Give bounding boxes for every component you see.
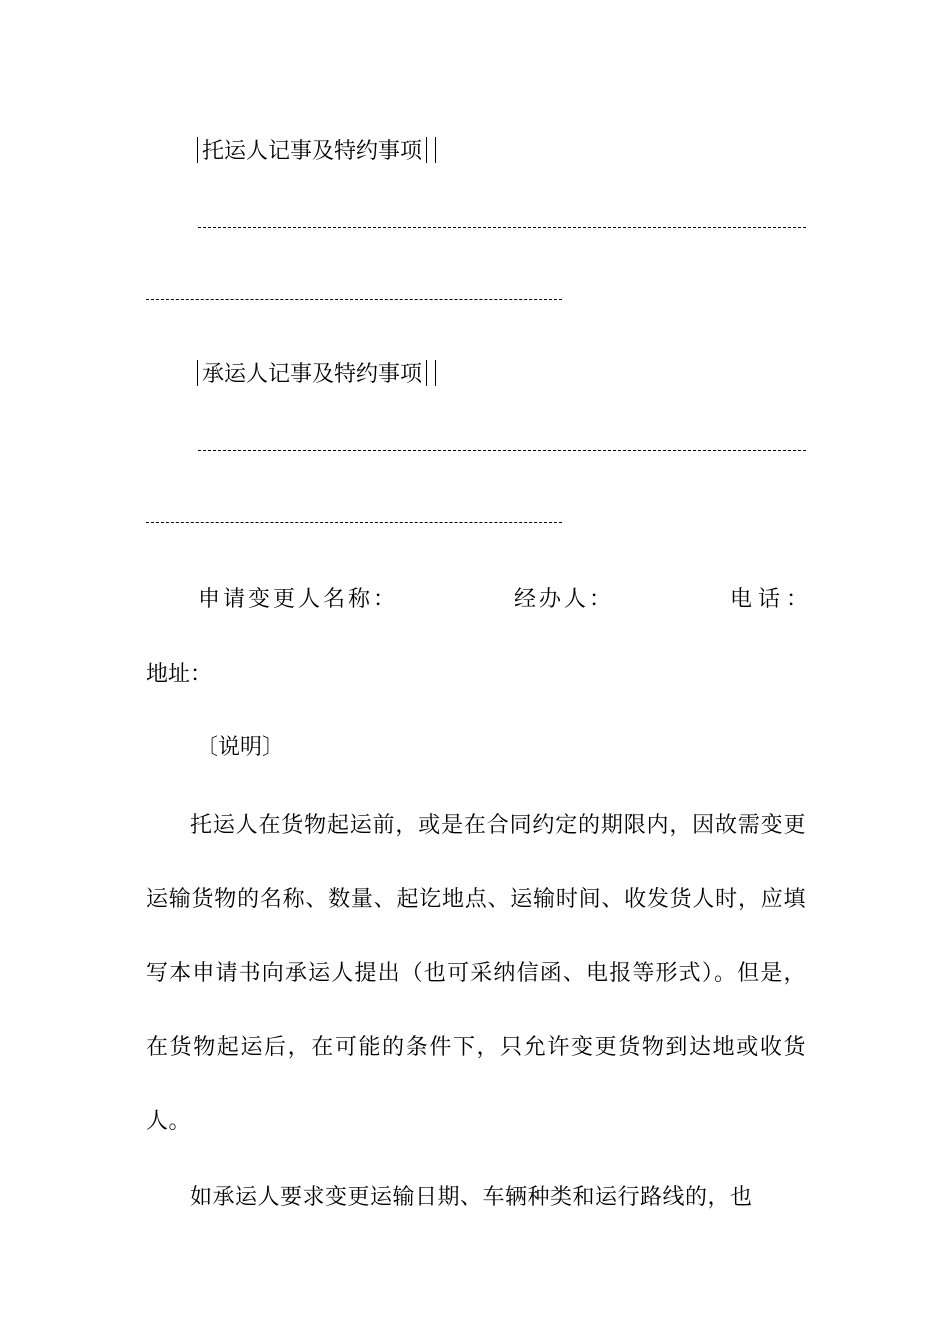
applicant-name-label: 申请变更人名称： (198, 587, 399, 612)
carrier-notes-header (193, 360, 440, 390)
table-border-left (197, 360, 198, 386)
shipper-notes-label: 托运人记事及特约事项 (202, 139, 423, 164)
handler-label: 经办人： (514, 587, 615, 612)
phone-label: 电话： (730, 587, 815, 612)
carrier-notes-rule-1 (198, 450, 806, 451)
table-border-end (435, 360, 436, 386)
table-border-left (197, 137, 198, 163)
table-border-right (426, 360, 427, 386)
carrier-notes-label: 承运人记事及特约事项 (202, 362, 423, 387)
table-border-right (426, 137, 427, 163)
explanation-paragraph-1: 托运人在货物起运前，或是在合同约定的期限内，因故需变更运输货物的名称、数量、起讫地点、运输时间、收发货人时，应填写本申请书向承运人提出（也可采纳信函、电报等形式）。但是，在货物起运后，在可能的条件下，只允许变更货物到达地或收货人。 (146, 813, 806, 1134)
shipper-notes-rule-2 (146, 299, 562, 300)
explanation-paragraph-2: 如承运人要求变更运输日期、车辆种类和运行路线的，也 (190, 1185, 753, 1210)
table-border-end (435, 137, 436, 163)
shipper-notes-rule-1 (198, 227, 806, 228)
carrier-notes-rule-2 (146, 522, 562, 523)
explanation-heading: 〔说明〕 (196, 735, 285, 760)
shipper-notes-header (193, 137, 440, 167)
address-label: 地址： (146, 662, 213, 687)
